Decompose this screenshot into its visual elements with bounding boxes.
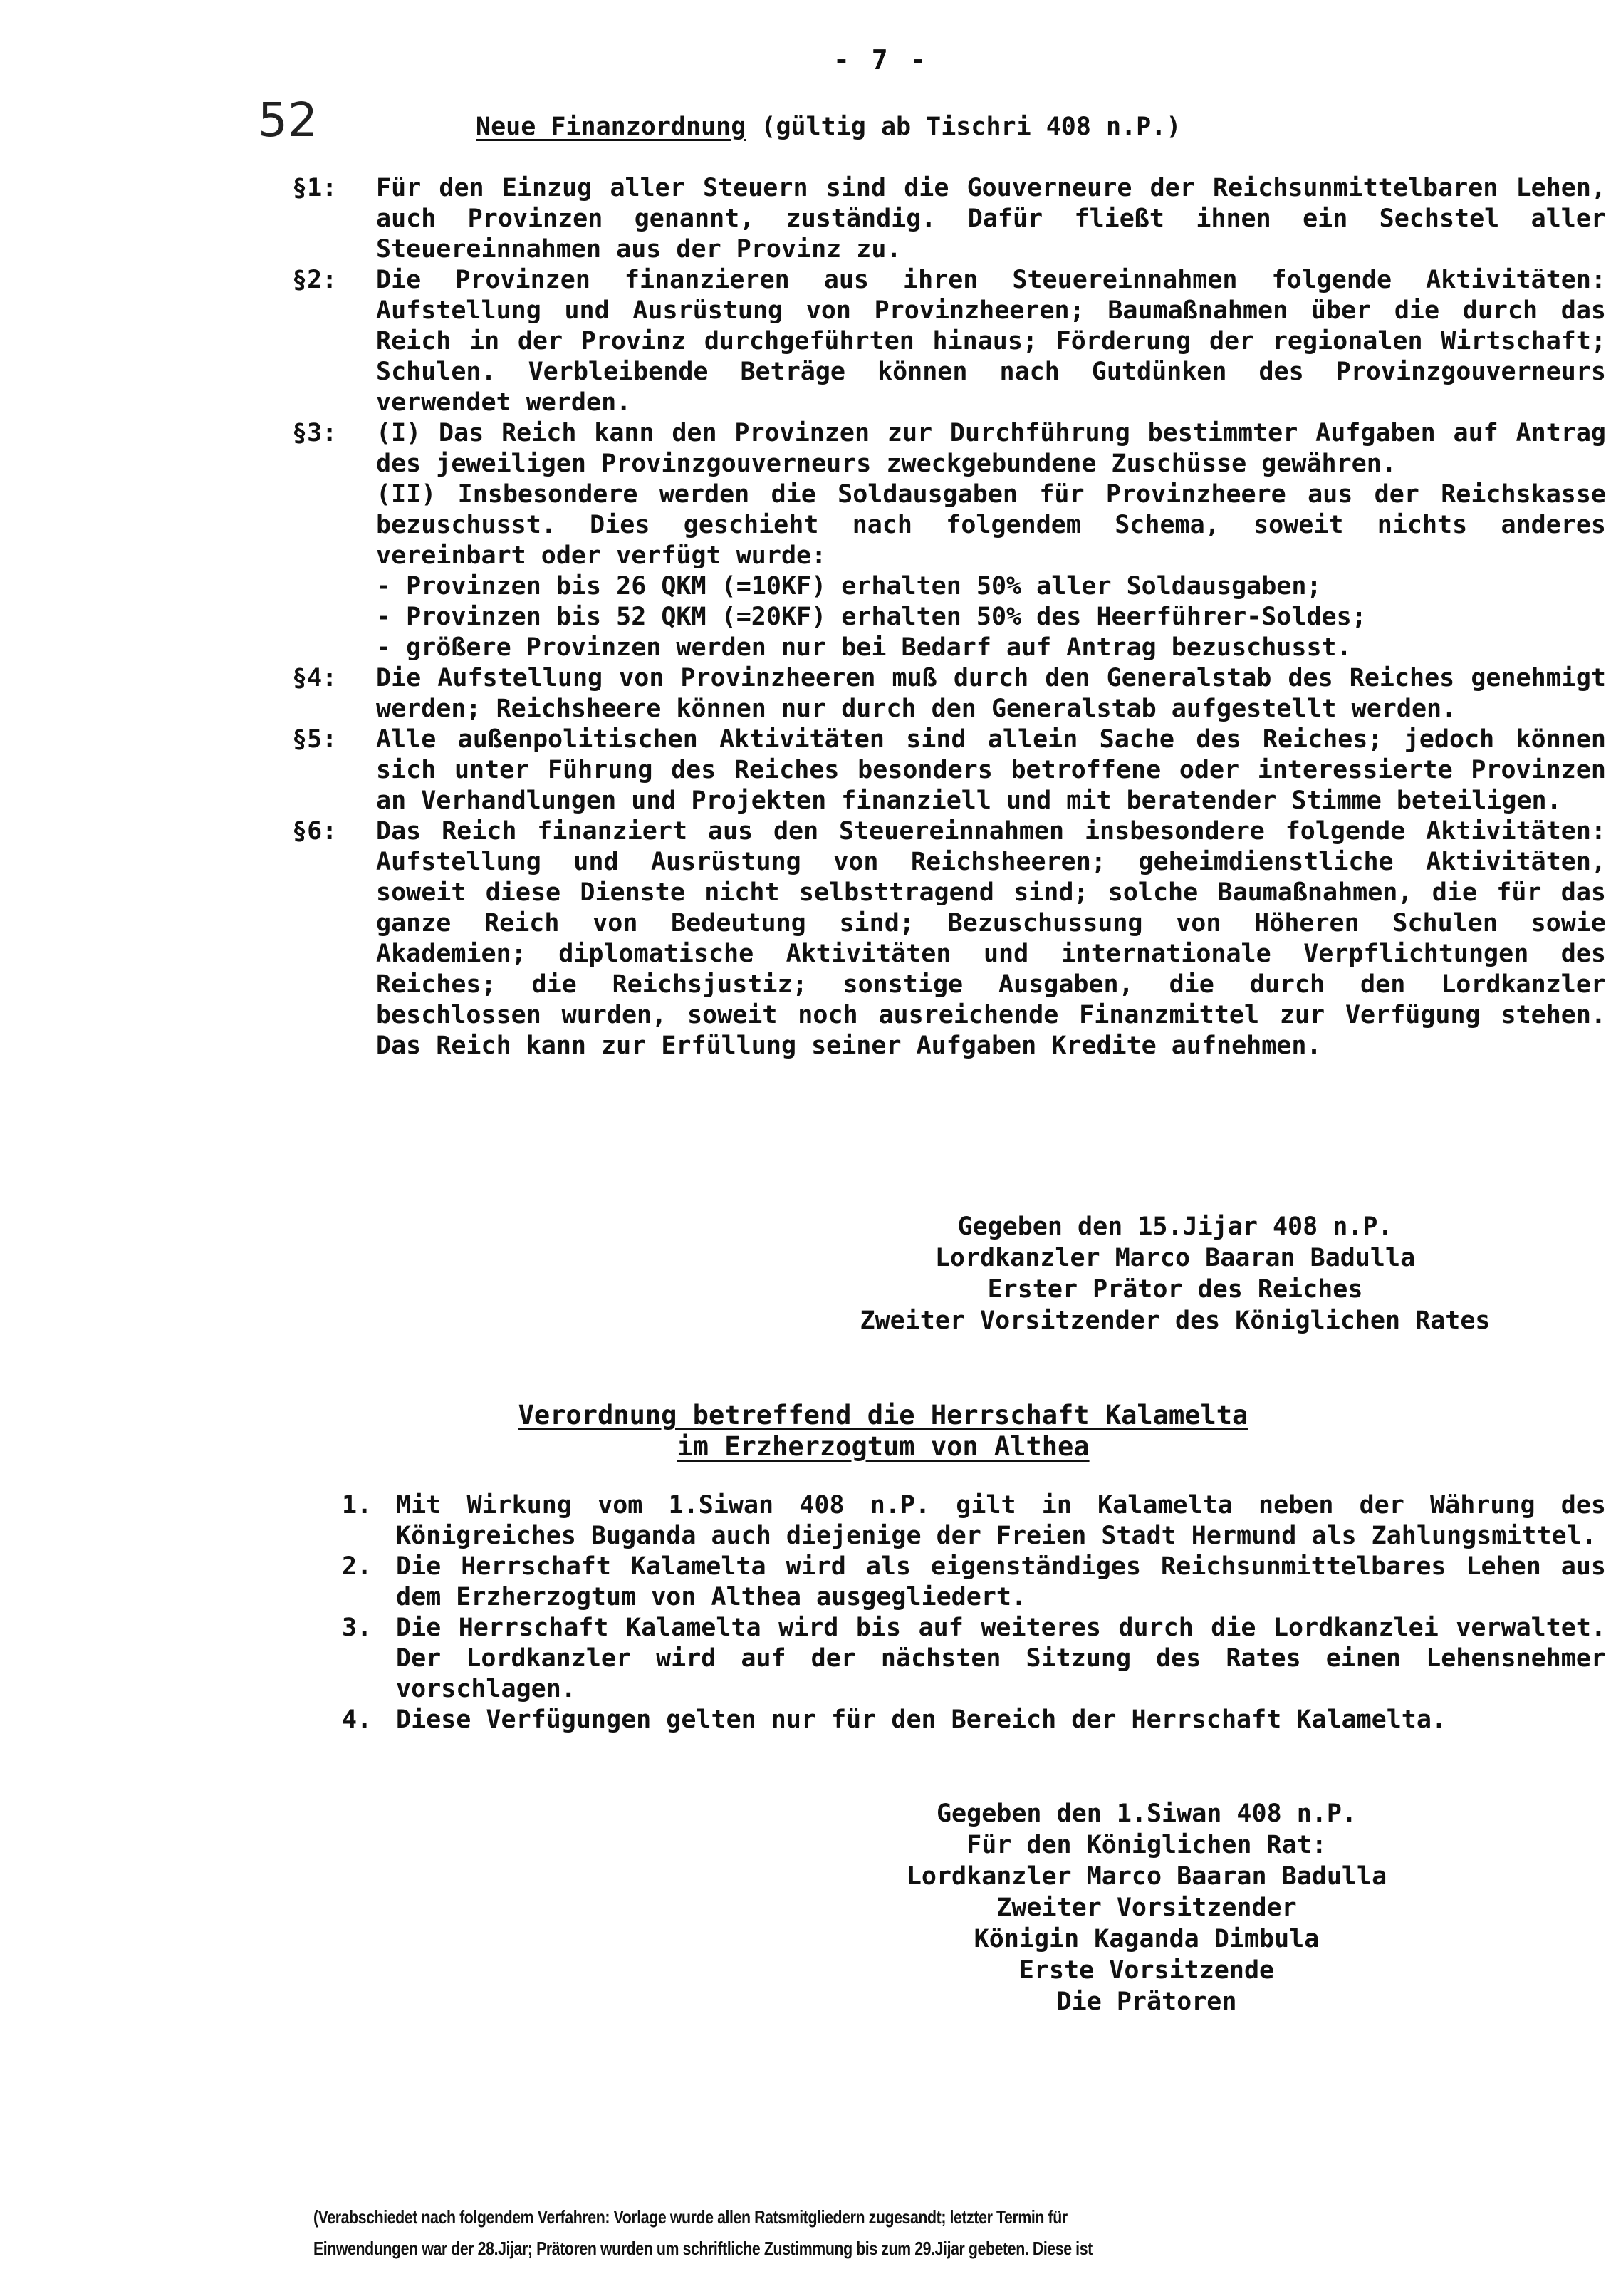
- signature-line: Die Prätoren: [1056, 1988, 1237, 2016]
- item-number: 4.: [342, 1705, 372, 1734]
- paragraph-label: §3:: [292, 419, 338, 447]
- paragraph-text: Für den Einzug aller Steuern sind die Gouverneure der Reichsunmittelbaren Lehen, auch Provinzen genannt, zuständig. Dafür fließt ihnen ein Sechstel aller Steuereinnahmen aus der Provinz zu.: [376, 174, 1606, 264]
- item-text: Die Herrschaft Kalamelta wird bis auf weiteres durch die Lordkanzlei verwaltet. Der Lordkanzler wird auf der nächsten Sitzung des Rates einen Lehensnehmer vorschlagen.: [396, 1614, 1606, 1703]
- finance-order-body: [292, 173, 1606, 1061]
- decree-title-line: im Erzherzogtum von Althea: [677, 1431, 1090, 1462]
- paragraph-3: [292, 418, 1606, 663]
- paragraph-label: §5:: [292, 725, 338, 754]
- signature-line: Königin Kaganda Dimbula: [974, 1925, 1320, 1953]
- decree-item-4: [342, 1705, 1606, 1735]
- handwritten-folio-number: 52: [258, 93, 318, 147]
- paragraph-4: [292, 663, 1606, 724]
- paragraph-text: Die Provinzen finanzieren aus ihren Steuereinnahmen folgende Aktivitäten: Aufstellung und Ausrüstung von Provinzheeren; Baumaßnahmen über die durch das Reich in der Provinz durchgeführten hinaus; Förderung der regionalen Wirtschaft; Schulen. Verbleibende Beträge können nach Gutdünken des Provinzgouverneurs verwendet werden.: [376, 266, 1606, 417]
- signature-line: Zweiter Vorsitzender: [996, 1894, 1297, 1922]
- paragraph-label: §6:: [292, 817, 338, 846]
- decree-item-3: [342, 1613, 1606, 1705]
- signature-line: Lordkanzler Marco Baaran Badulla: [906, 1862, 1387, 1891]
- footnote-line: (Verabschiedet nach folgendem Verfahren: Vorlage wurde allen Ratsmitgliedern zugesandt; letzter Termin für: [313, 2206, 1068, 2228]
- paragraph-label: §4:: [292, 664, 338, 692]
- signature-line: Erste Vorsitzende: [1018, 1956, 1275, 1985]
- decree-title: [342, 1400, 1424, 1463]
- footnote-line: Einwendungen war der 28.Jijar; Prätoren wurden um schriftliche Zustimmung bis zum 29.Jijar gebeten. Diese ist: [313, 2238, 1093, 2259]
- paragraph-subsection: (II) Insbesondere werden die Soldausgaben für Provinzheere aus der Reichskasse bezuschusst. Dies geschieht nach folgendem Schema, soweit nichts anderes vereinbart oder verfügt wurde:: [376, 480, 1606, 570]
- item-number: 3.: [342, 1614, 372, 1642]
- paragraph-2: [292, 265, 1606, 418]
- decree-items: [342, 1490, 1606, 1735]
- paragraph-6: [292, 816, 1606, 1061]
- paragraph-1: [292, 173, 1606, 265]
- paragraph-text: Alle außenpolitischen Aktivitäten sind allein Sache des Reiches; jedoch können sich unter Führung des Reiches besonders betroffene oder interessierte Provinzen an Verhandlungen und Projekten finanziell und mit beratender Stimme beteiligen.: [376, 725, 1606, 815]
- decree-item-1: [342, 1490, 1606, 1552]
- signature-block-2: [826, 1798, 1467, 2017]
- list-item: - Provinzen bis 52 QKM (=20KF) erhalten 50% des Heerführer-Soldes;: [376, 603, 1367, 631]
- signature-line: Lordkanzler Marco Baaran Badulla: [934, 1244, 1416, 1272]
- procedure-footnote: [313, 2201, 1493, 2264]
- signature-line: Für den Königlichen Rat:: [966, 1831, 1327, 1859]
- paragraph-label: §1:: [292, 174, 338, 202]
- paragraph-label: §2:: [292, 266, 338, 294]
- document-title: [476, 113, 1181, 141]
- signature-line: Zweiter Vorsitzender des Königlichen Rates: [860, 1307, 1491, 1335]
- decree-title-line: Verordnung betreffend die Herrschaft Kalamelta: [518, 1400, 1248, 1430]
- list-item: - größere Provinzen werden nur bei Bedarf auf Antrag bezuschusst.: [376, 633, 1352, 662]
- signature-line: Gegeben den 15.Jijar 408 n.P.: [957, 1212, 1393, 1241]
- item-text: Diese Verfügungen gelten nur für den Bereich der Herrschaft Kalamelta.: [396, 1705, 1447, 1734]
- signature-block-1: [769, 1211, 1581, 1336]
- page-number: - 7 -: [833, 44, 929, 76]
- paragraph-text: Die Aufstellung von Provinzheeren muß durch den Generalstab des Reiches genehmigt werden; Reichsheere können nur durch den Generalstab aufgestellt werden.: [376, 664, 1606, 723]
- title-main: Neue Finanzordnung: [476, 113, 746, 141]
- item-text: Die Herrschaft Kalamelta wird als eigenständiges Reichsunmittelbares Lehen aus dem Erzherzogtum von Althea ausgegliedert.: [396, 1552, 1606, 1611]
- item-number: 1.: [342, 1491, 372, 1520]
- item-text: Mit Wirkung vom 1.Siwan 408 n.P. gilt in Kalamelta neben der Währung des Königreiches Buganda auch diejenige der Freien Stadt Hermund als Zahlungsmittel.: [396, 1491, 1606, 1550]
- signature-line: Gegeben den 1.Siwan 408 n.P.: [936, 1799, 1357, 1828]
- decree-item-2: [342, 1552, 1606, 1613]
- item-number: 2.: [342, 1552, 372, 1581]
- signature-line: Erster Prätor des Reiches: [987, 1275, 1363, 1304]
- paragraph-text: Das Reich finanziert aus den Steuereinnahmen insbesondere folgende Aktivitäten: Aufstellung und Ausrüstung von Reichsheeren; geheimdienstliche Aktivitäten, soweit diese Dienste nicht selbsttragend sind; solche Baumaßnahmen, die für das ganze Reich von Bedeutung sind; Bezuschussung von Höheren Schulen sowie Akademien; diplomatische Aktivitäten und internationale Verpflichtungen des Reiches; die Reichsjustiz; sonstige Ausgaben, die durch den Lordkanzler beschlossen wurden, soweit noch ausreichende Finanzmittel zur Verfügung stehen. Das Reich kann zur Erfüllung seiner Aufgaben Kredite aufnehmen.: [376, 817, 1606, 1060]
- title-validity: (gültig ab Tischri 408 n.P.): [761, 113, 1182, 141]
- paragraph-text: (I) Das Reich kann den Provinzen zur Durchführung bestimmter Aufgaben auf Antrag des jeweiligen Provinzgouverneurs zweckgebundene Zuschüsse gewähren.: [376, 419, 1606, 478]
- paragraph-5: [292, 724, 1606, 816]
- list-item: - Provinzen bis 26 QKM (=10KF) erhalten 50% aller Soldausgaben;: [376, 572, 1322, 601]
